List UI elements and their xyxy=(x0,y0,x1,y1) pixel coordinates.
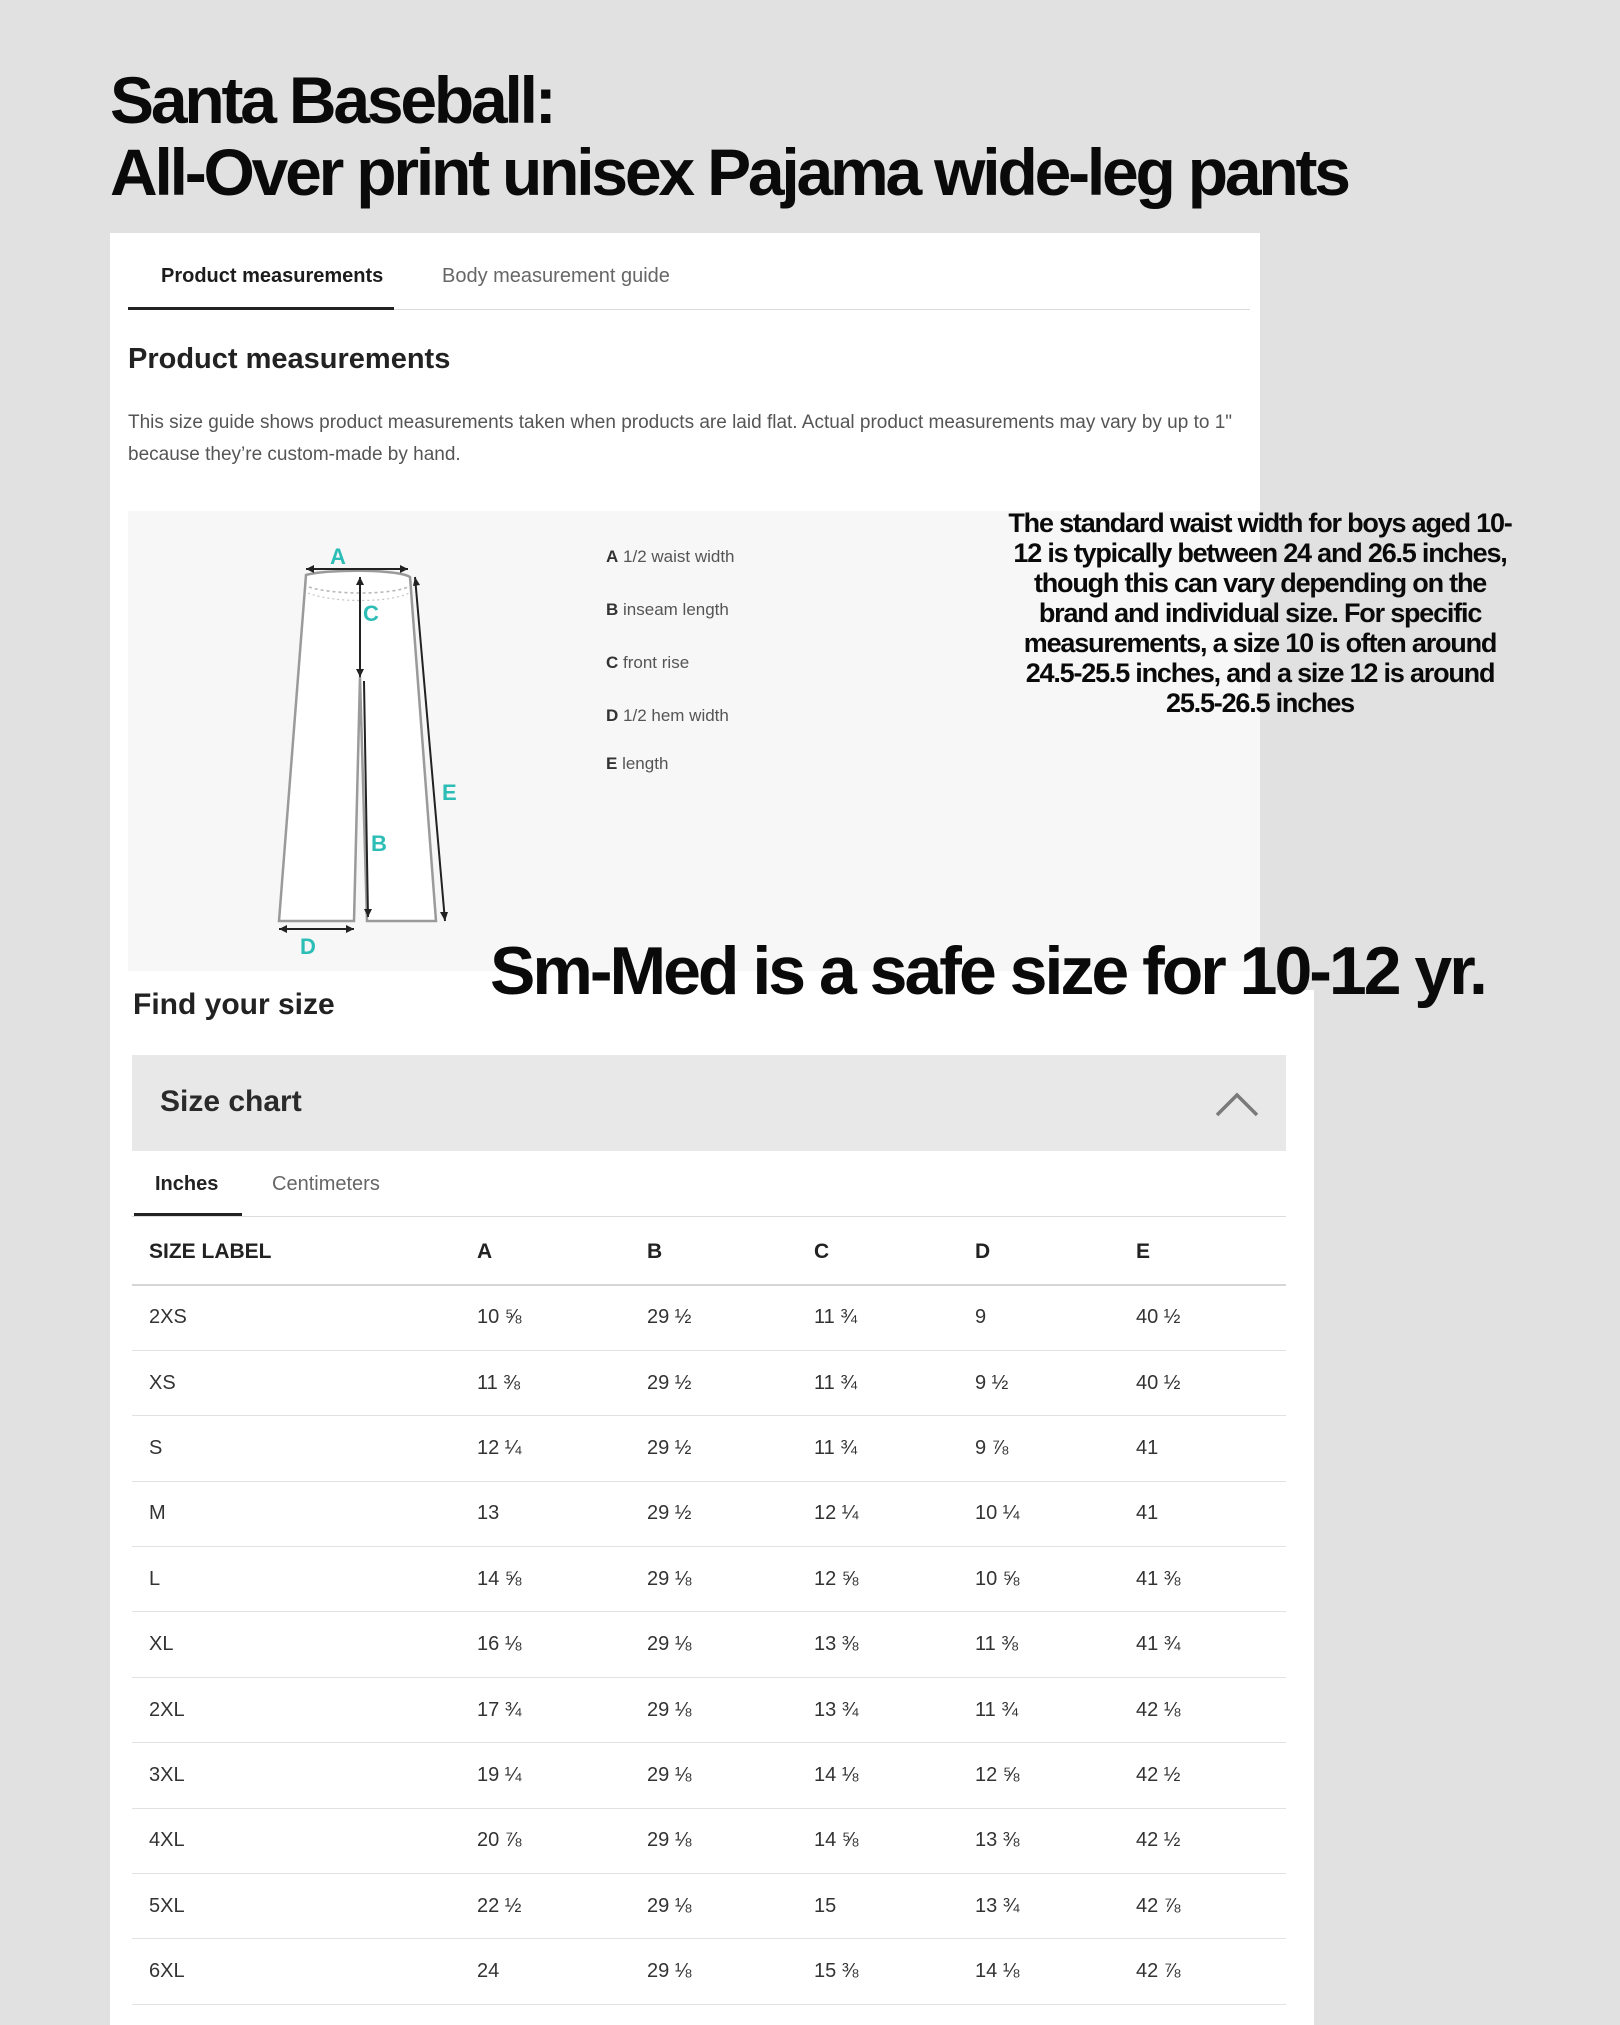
measurement-cell: 29 ½ xyxy=(630,1481,797,1546)
size-label-cell: 3XL xyxy=(132,1743,460,1808)
table-row xyxy=(132,1939,1286,2004)
waist-width-note: The standard waist width for boys aged 10-12 is typically between 24 and 26.5 inches, though this can vary depending on the brand and individual size. For specific measurements, a size 10 is often around 24.5-25.5 inches, and a size 12 is around 25.5-26.5 inches xyxy=(1008,508,1512,718)
size-chart-header[interactable] xyxy=(132,1055,1286,1151)
size-label-cell: 4XL xyxy=(132,1808,460,1873)
measurement-cell: 11 ¾ xyxy=(797,1285,958,1350)
legend-label: 1/2 waist width xyxy=(623,547,735,566)
page-title xyxy=(110,64,1348,208)
measurement-cell: 14 ⅛ xyxy=(958,1939,1119,2004)
measurement-cell: 29 ⅛ xyxy=(630,1939,797,2004)
legend-label: inseam length xyxy=(623,600,729,619)
measurement-cell: 14 ⅝ xyxy=(797,1808,958,1873)
column-header: C xyxy=(797,1220,958,1285)
size-chart-label: Size chart xyxy=(160,1085,302,1118)
measurement-cell: 15 ⅜ xyxy=(797,1939,958,2004)
measurement-cell: 41 ⅜ xyxy=(1119,1547,1286,1612)
tab-body-measurement-guide[interactable]: Body measurement guide xyxy=(442,265,670,287)
measurement-cell: 12 ⅝ xyxy=(958,1743,1119,1808)
measurement-cell: 12 ¼ xyxy=(460,1416,630,1481)
table-row xyxy=(132,1285,1286,1350)
chevron-up-icon[interactable] xyxy=(1214,1087,1260,1119)
size-label-cell: 2XL xyxy=(132,1677,460,1742)
legend-item-d xyxy=(606,706,729,726)
marker-d: D xyxy=(300,934,316,959)
tab-inches[interactable]: Inches xyxy=(155,1173,219,1195)
legend-key: D xyxy=(606,706,619,725)
measurement-cell: 11 ¾ xyxy=(797,1350,958,1415)
measurement-cell: 29 ⅛ xyxy=(630,1808,797,1873)
measurement-cell: 10 ¼ xyxy=(958,1481,1119,1546)
size-chart-card xyxy=(110,990,1314,2025)
column-header: A xyxy=(460,1220,630,1285)
active-unit-indicator xyxy=(134,1213,242,1216)
marker-e: E xyxy=(442,780,457,805)
measurement-cell: 40 ½ xyxy=(1119,1285,1286,1350)
tab-centimeters[interactable]: Centimeters xyxy=(272,1173,380,1195)
size-guide-description: This size guide shows product measurements taken when products are laid flat. Actual product measurements may vary by up to 1" because they’re custom-made by hand. xyxy=(128,412,1233,465)
measurement-cell: 12 ¼ xyxy=(797,1481,958,1546)
table-row xyxy=(132,1874,1286,1939)
size-label-cell: XL xyxy=(132,1612,460,1677)
measurement-cell: 13 ¾ xyxy=(797,1677,958,1742)
measurement-cell: 16 ⅛ xyxy=(460,1612,630,1677)
measurement-cell: 29 ⅛ xyxy=(630,1677,797,1742)
measurement-cell: 29 ⅛ xyxy=(630,1612,797,1677)
size-label-cell: 6XL xyxy=(132,1939,460,2004)
table-row xyxy=(132,1808,1286,1873)
measurement-cell: 15 xyxy=(797,1874,958,1939)
legend-item-c xyxy=(606,653,689,673)
measurement-tabs xyxy=(128,233,1250,310)
legend-key: B xyxy=(606,600,619,619)
measurement-cell: 41 xyxy=(1119,1416,1286,1481)
size-label-cell: 5XL xyxy=(132,1874,460,1939)
active-tab-indicator xyxy=(128,307,394,310)
measurement-cell: 9 ½ xyxy=(958,1350,1119,1415)
legend-key: C xyxy=(606,653,619,672)
measurement-cell: 19 ¼ xyxy=(460,1743,630,1808)
legend-item-a xyxy=(606,547,735,567)
measurement-cell: 42 ⅛ xyxy=(1119,1677,1286,1742)
legend-item-b xyxy=(606,600,729,620)
size-label-cell: L xyxy=(132,1547,460,1612)
measurement-cell: 42 ⅞ xyxy=(1119,1874,1286,1939)
tab-product-measurements[interactable]: Product measurements xyxy=(161,265,384,287)
measurement-cell: 20 ⅞ xyxy=(460,1808,630,1873)
measurement-cell: 41 ¾ xyxy=(1119,1612,1286,1677)
table-row xyxy=(132,1350,1286,1415)
measurement-cell: 9 xyxy=(958,1285,1119,1350)
column-header: SIZE LABEL xyxy=(132,1220,460,1285)
measurement-cell: 10 ⅝ xyxy=(460,1285,630,1350)
marker-a: A xyxy=(330,544,346,569)
measurement-cell: 11 ⅜ xyxy=(460,1350,630,1415)
column-header: D xyxy=(958,1220,1119,1285)
table-row xyxy=(132,1743,1286,1808)
measurement-cell: 29 ⅛ xyxy=(630,1874,797,1939)
measurement-cell: 42 ⅞ xyxy=(1119,1939,1286,2004)
measurement-cell: 42 ½ xyxy=(1119,1743,1286,1808)
legend-item-e xyxy=(606,754,668,774)
legend-label: length xyxy=(622,754,669,773)
size-label-cell: S xyxy=(132,1416,460,1481)
table-header-row xyxy=(132,1220,1286,1285)
table-row xyxy=(132,1677,1286,1742)
measurement-cell: 29 ⅛ xyxy=(630,1743,797,1808)
legend-label: 1/2 hem width xyxy=(623,706,729,725)
table-row xyxy=(132,1481,1286,1546)
measurement-cell: 29 ½ xyxy=(630,1285,797,1350)
measurement-cell: 42 ½ xyxy=(1119,1808,1286,1873)
measurement-cell: 22 ½ xyxy=(460,1874,630,1939)
page-title-line-2: All-Over print unisex Pajama wide-leg pants xyxy=(110,135,1348,209)
size-recommendation-callout: Sm-Med is a safe size for 10-12 yr. xyxy=(490,933,1485,1009)
legend-key: A xyxy=(606,547,619,566)
measurement-cell: 13 ¾ xyxy=(958,1874,1119,1939)
legend-key: E xyxy=(606,754,618,773)
page-title-line-1: Santa Baseball: xyxy=(110,63,554,137)
measurement-cell: 12 ⅝ xyxy=(797,1547,958,1612)
legend-label: front rise xyxy=(623,653,690,672)
unit-tabs xyxy=(132,1151,1286,1217)
marker-c: C xyxy=(363,601,379,626)
size-label-cell: M xyxy=(132,1481,460,1546)
column-header: E xyxy=(1119,1220,1286,1285)
measurement-cell: 11 ⅜ xyxy=(958,1612,1119,1677)
table-row xyxy=(132,1547,1286,1612)
pants-diagram xyxy=(128,511,548,971)
measurement-cell: 11 ¾ xyxy=(958,1677,1119,1742)
measurement-cell: 13 ⅜ xyxy=(958,1808,1119,1873)
table-body xyxy=(132,1285,1286,2004)
measurement-cell: 9 ⅞ xyxy=(958,1416,1119,1481)
measurement-cell: 11 ¾ xyxy=(797,1416,958,1481)
measurement-cell: 14 ⅝ xyxy=(460,1547,630,1612)
find-your-size-heading: Find your size xyxy=(133,988,335,1021)
measurement-cell: 17 ¾ xyxy=(460,1677,630,1742)
measurement-cell: 13 ⅜ xyxy=(797,1612,958,1677)
size-label-cell: 2XS xyxy=(132,1285,460,1350)
section-title: Product measurements xyxy=(128,343,451,375)
size-label-cell: XS xyxy=(132,1350,460,1415)
measurement-cell: 29 ⅛ xyxy=(630,1547,797,1612)
table-row xyxy=(132,1416,1286,1481)
table-row xyxy=(132,1612,1286,1677)
measurement-cell: 10 ⅝ xyxy=(958,1547,1119,1612)
measurement-cell: 29 ½ xyxy=(630,1416,797,1481)
size-table xyxy=(132,1220,1286,2005)
measurement-cell: 14 ⅛ xyxy=(797,1743,958,1808)
measurement-cell: 24 xyxy=(460,1939,630,2004)
measurement-cell: 29 ½ xyxy=(630,1350,797,1415)
measurement-cell: 40 ½ xyxy=(1119,1350,1286,1415)
column-header: B xyxy=(630,1220,797,1285)
measurement-cell: 13 xyxy=(460,1481,630,1546)
marker-b: B xyxy=(371,831,387,856)
measurement-cell: 41 xyxy=(1119,1481,1286,1546)
